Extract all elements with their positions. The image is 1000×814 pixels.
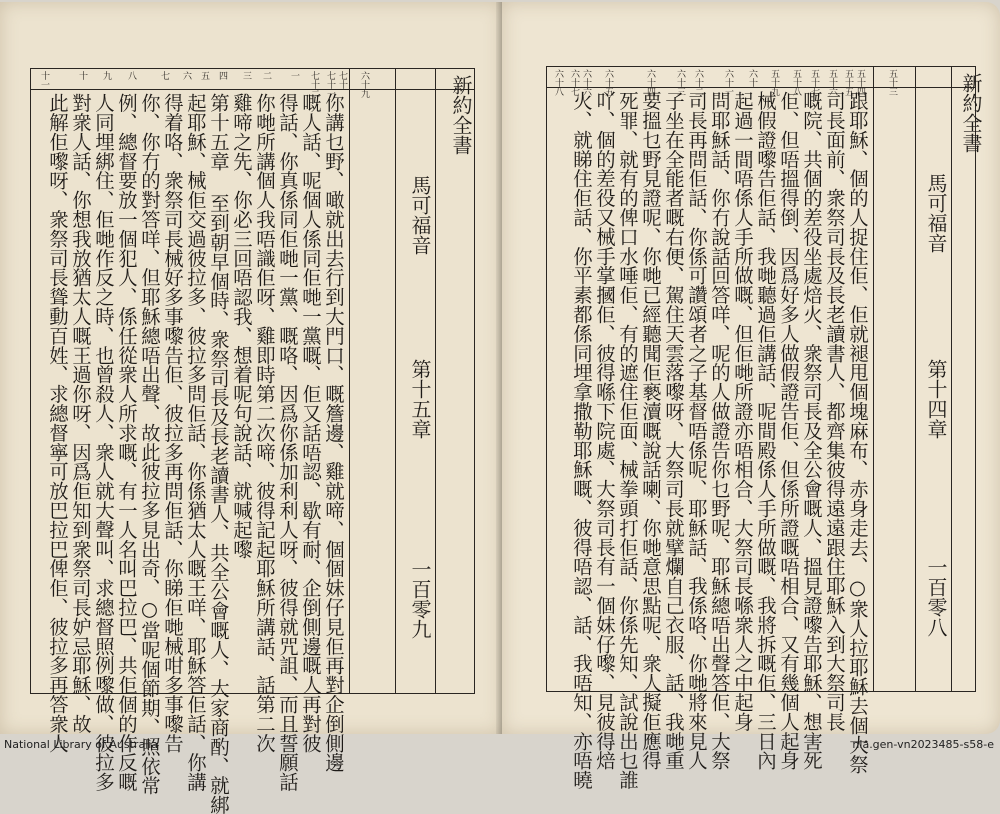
- footer-identifier: nla.gen-vn2023485-s58-e: [852, 738, 994, 751]
- verse-marker: 十: [77, 71, 87, 80]
- text-column: 起過一間唔係人手所做嘅、但佢哋所證亦唔相合、大祭司長喺衆人之中起身: [731, 91, 754, 732]
- text-column: 司長再問佢話、你係可讚頌者之子基督唔係呢、耶穌話、我係咯、你哋將來見人: [685, 91, 708, 770]
- verse-marker: 六十三: [675, 69, 685, 96]
- chapter-heading: 第十五章: [408, 359, 432, 439]
- verse-marker: 七十二: [309, 71, 319, 98]
- verse-marker: 六十: [747, 69, 757, 87]
- verse-marker: 二: [261, 71, 271, 80]
- verse-marker: 六十四: [645, 69, 655, 96]
- book-name: 馬可福音: [408, 175, 432, 255]
- verse-marker: 七十一: [325, 71, 335, 98]
- verse-marker: 七十: [337, 71, 347, 89]
- right-header-rule-3: [951, 67, 952, 691]
- text-column: 吖、個的差役又械手掌摑佢、彼得喺下院處、大祭司長有一個妹仔嚟、見彼得焙: [593, 91, 616, 770]
- text-column: 第十五章 至到朝早個時、衆祭司長及長老讀書人、共全公會嘅人、大家商酌、就綁: [207, 93, 230, 814]
- left-header-rule-3: [435, 69, 436, 693]
- verse-marker: 五十六: [827, 69, 837, 96]
- text-column: 司長面前、衆祭司長及長老讀書人、都齊集彼得遠遠跟住耶穌入到大祭司長: [823, 91, 846, 732]
- text-column: 要搵乜野見證呢、你哋已經聽聞佢褻瀆嘅說話喇、你哋意思點呢、衆人擬佢應得: [639, 91, 662, 770]
- verse-marker: 四: [217, 71, 227, 80]
- text-column: 嘅人話、呢個人係同佢哋一黨嘅、佢又話唔認、歇有耐、企倒側邊嘅人再對彼: [299, 93, 322, 753]
- text-column: 你講乜野、噉就出去行到大門口、嘅簷邊、雞就啼、個個妹仔見佢再對企倒側邊: [322, 93, 345, 772]
- text-column: 對衆人話、你想我放猶太人嘅王過你呀、因爲佢知到衆祭司長妒忌耶穌、故: [69, 93, 92, 734]
- book-name: 馬可福音: [924, 173, 948, 253]
- verse-marker: 六: [181, 71, 191, 80]
- right-header-rule: [873, 67, 874, 691]
- verse-marker: 五十四: [855, 69, 865, 96]
- verse-marker: 五: [199, 71, 209, 80]
- page-number: 一百零八: [924, 557, 948, 637]
- verse-marker: 八: [126, 71, 136, 80]
- verse-marker: 五十九: [769, 69, 779, 96]
- text-column: 械假證嚟告佢話、我哋聽過佢講話、呢間殿係人手所做嘅、我將拆嘅佢、三日內: [754, 91, 777, 770]
- text-column: 例、總督要放一個犯人、係任從衆人所求嘅、有一人名叫巴拉巴、共佢個的作反嘅: [115, 93, 138, 792]
- text-column: 得話、你真係同佢哋一黨、嘅咯、因爲你係加利利人呀、彼得就咒詛、而且誓願話: [276, 93, 299, 792]
- text-column: 嘅院、共個的差役坐處焙火、衆祭司長及全公會嘅人、搵見證嚟告耶穌、想害死: [800, 91, 823, 770]
- left-header-rule-2: [395, 69, 396, 693]
- verse-marker: 五十七: [809, 69, 819, 96]
- text-column: 死罪、就有的俾口水唾佢、有的遮住佢面、械拳頭打佢話、你係先知、試說出乜誰: [616, 91, 639, 790]
- verse-marker: 六十五: [603, 69, 613, 96]
- verse-marker: 六十二: [693, 69, 703, 96]
- text-column: 人同埋綁住、佢哋作反之時、也曾殺人、衆人就大聲叫、求總督照例嚟做、彼拉多: [92, 93, 115, 792]
- page-number: 一百零九: [408, 559, 432, 639]
- verse-marker: 六十六: [581, 69, 591, 96]
- footer-credit: National Library of Australia: [4, 738, 159, 751]
- verse-marker: 九: [101, 71, 111, 80]
- verse-marker: 六十九: [359, 71, 369, 98]
- text-column: 子坐在全能者嘅右便、駕住天雲落嚟呀、大祭司長就擘爛自己衣服、話、我哋重: [662, 91, 685, 770]
- verse-marker: 一: [289, 71, 299, 80]
- left-header-rule: [349, 69, 350, 693]
- verse-marker: 十一: [39, 71, 49, 89]
- text-column: 你哋所講個人我唔識佢呀、雞即時第二次啼、彼得記起耶穌所講話、話第二次: [253, 93, 276, 753]
- right-header-rule-2: [915, 67, 916, 691]
- verse-marker: 六十七: [569, 69, 579, 96]
- text-column: 雞啼之先、你必三回唔認我、想着呢句說話、就喊起嚟: [230, 93, 253, 559]
- text-column: 跟耶穌、個的人捉住佢、佢就褪甩個塊麻布、赤身走去、○衆人拉耶穌去個大祭: [846, 91, 869, 774]
- left-verse-band-rule: [31, 89, 474, 90]
- verse-marker: 三: [241, 71, 251, 80]
- verse-marker: 五十五: [843, 69, 853, 96]
- verse-marker: 六十一: [723, 69, 733, 96]
- text-column: 你、你冇的對答咩、但耶穌總唔出聲、故此彼拉多見出奇、○當呢個節期、照依常: [138, 93, 161, 795]
- verse-marker: 五十三: [887, 69, 897, 96]
- book-title: 新約全書: [959, 73, 983, 153]
- chapter-heading: 第十四章: [924, 359, 948, 439]
- verse-marker: 七: [159, 71, 169, 80]
- verse-marker: 六十八: [553, 69, 563, 96]
- book-title: 新約全書: [449, 75, 473, 155]
- text-column: 佢、但唔搵得倒、因爲好多人做假證告佢、但係所證嘅唔相合、又有幾個人起身: [777, 91, 800, 770]
- text-column: 起耶穌、械佢交過彼拉多、彼拉多問佢話、你係猶太人嘅王咩、耶穌答佢話、你講: [184, 93, 207, 792]
- text-column: 得着咯、衆祭司長械好多事嚟告佢、彼拉多再問佢話、你睇佢哋械咁多事嚟告: [161, 93, 184, 753]
- verse-marker: 五十八: [791, 69, 801, 96]
- text-column: 問耶穌話、你冇說話回答咩、呢的人做證告你乜野呢、耶穌總唔出聲答佢、大祭: [708, 91, 731, 770]
- text-column: 火、就睇住佢話、你平素都係同埋拿撒勒耶穌嘅、彼得唔認、話、我唔知、亦唔曉: [570, 91, 593, 790]
- text-column: 此解佢嚟呀、衆祭司長聳動百姓、求總督寧可放巴拉巴俾佢、彼拉多再答衆人: [46, 93, 69, 753]
